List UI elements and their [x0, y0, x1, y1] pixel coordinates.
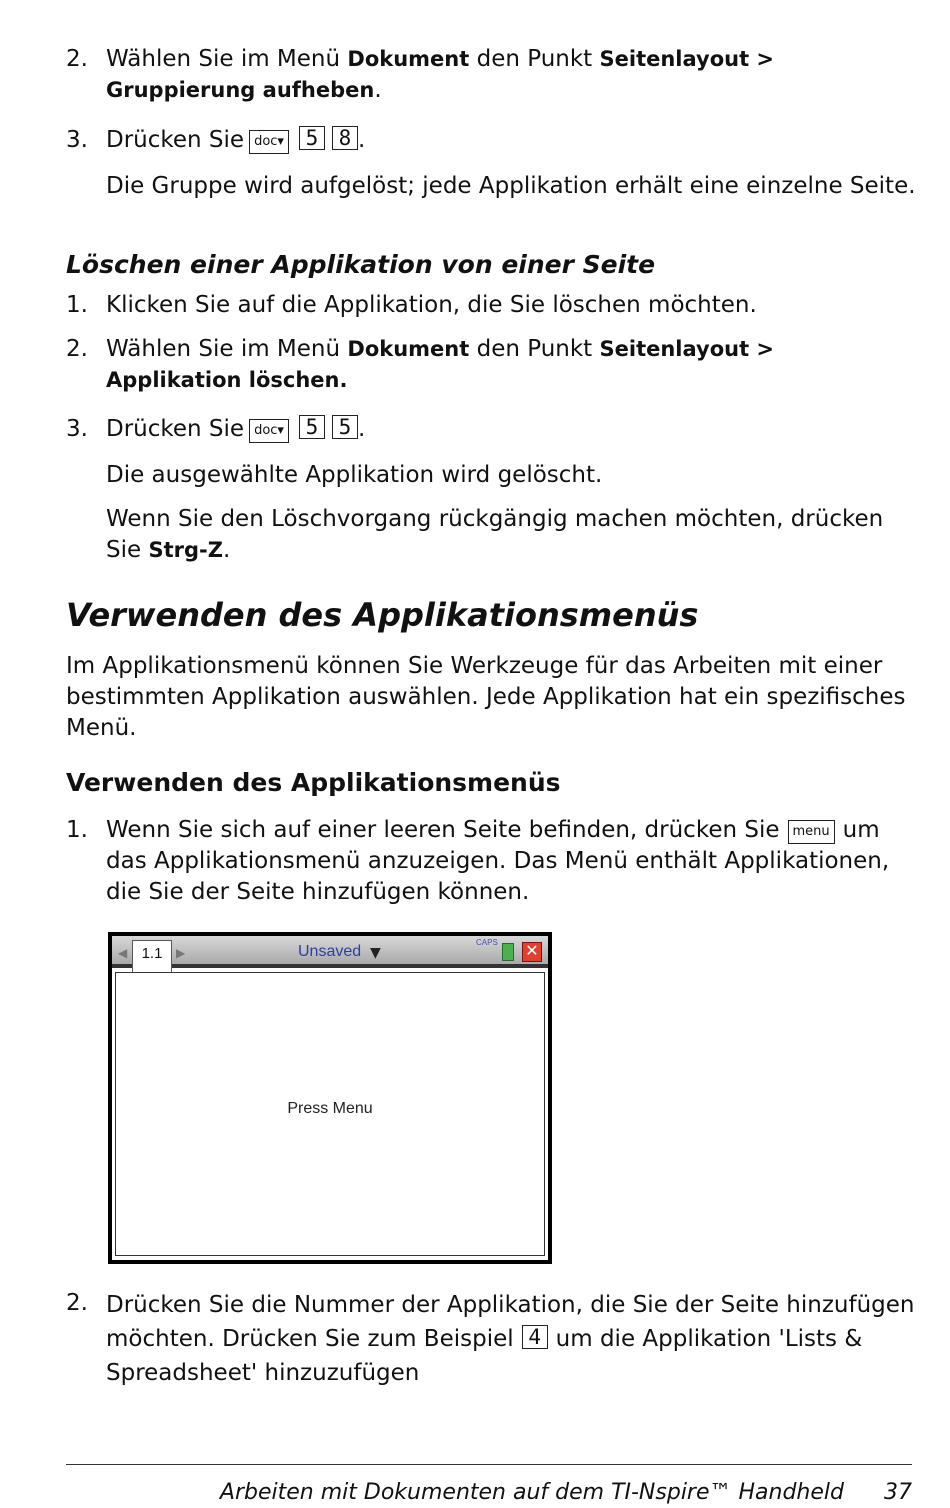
menu-key: menu: [788, 820, 835, 844]
step-text: Klicken Sie auf die Applikation, die Sie löschen möchten.: [106, 292, 757, 318]
step-text-pre: Wählen Sie im Menü: [106, 336, 348, 362]
key-5: 5: [299, 126, 325, 150]
page-footer: [220, 1480, 912, 1505]
footer-title: Arbeiten mit Dokumenten auf dem TI-Nspire™ Handheld: [219, 1480, 844, 1505]
step-number: 2.: [66, 336, 88, 362]
key-4: 4: [522, 1325, 548, 1349]
key-5: 5: [299, 415, 325, 439]
step-text: [106, 44, 916, 106]
tab-left-arrow-icon[interactable]: ◀: [118, 946, 128, 960]
step-text-pre: Wenn Sie sich auf einer leeren Seite befinden, drücken Sie: [106, 817, 780, 843]
menu-name: Dokument: [347, 337, 470, 361]
menu-path: Seitenlayout >: [599, 47, 775, 71]
step-text-pre: Wählen Sie im Menü: [106, 46, 348, 72]
paragraph: Die ausgewählte Applikation wird gelöscht.: [106, 462, 603, 488]
key-5: 5: [332, 415, 358, 439]
key-8: 8: [332, 126, 358, 150]
menu-item: Gruppierung aufheben: [106, 78, 375, 102]
tab-right-arrow-icon[interactable]: ▶: [176, 946, 186, 960]
intro-paragraph: Im Applikationsmenü können Sie Werkzeuge für das Arbeiten mit einer bestimmten Applikation auswählen. Jede Applikation hat ein spezifisches Menü.: [66, 653, 906, 741]
doc-key: doc▾: [249, 419, 289, 443]
step-text-mid: den Punkt: [469, 336, 600, 362]
step-text-post: um die Applikation 'Lists & Spreadsheet' hinzuzufügen: [106, 1326, 863, 1386]
step-text-post: um das Applikationsmenü anzuzeigen. Das Menü enthält Applikationen, die Sie der Seite hinzufügen können.: [106, 817, 890, 905]
step-text-pre: Drücken Sie: [106, 416, 245, 442]
title-bar: [112, 936, 548, 968]
caps-indicator: CAPS: [476, 938, 498, 947]
paragraph: [106, 504, 916, 566]
step-number: 1.: [66, 817, 88, 843]
step-text-post: .: [357, 127, 366, 153]
menu-path: Seitenlayout >: [599, 337, 775, 361]
close-icon[interactable]: ✕: [522, 942, 542, 962]
press-menu-hint: Press Menu: [287, 1100, 373, 1117]
step-number: 2.: [66, 1290, 88, 1316]
section-heading: Löschen einer Applikation von einer Seite: [66, 250, 656, 279]
step-number: 3.: [66, 416, 88, 442]
step-text: [106, 815, 916, 908]
paragraph-text: Wenn Sie den Löschvorgang rückgängig machen möchten, drücken Sie: [106, 506, 884, 563]
step-number: 2.: [66, 46, 88, 72]
paragraph-text: .: [222, 537, 231, 563]
handheld-screenshot: [108, 932, 552, 1264]
document-title[interactable]: Unsaved: [298, 943, 362, 960]
page-number: 37: [884, 1480, 912, 1505]
step-text-pre: Drücken Sie die Nummer der Applikation, die Sie der Seite hinzufügen möchten. Drücken Sie zum Beispiel: [106, 1292, 915, 1352]
screen: [112, 936, 548, 1260]
step-text-pre: Drücken Sie: [106, 127, 245, 153]
step-text: [106, 414, 916, 445]
menu-name: Dokument: [347, 47, 470, 71]
chapter-heading: Verwenden des Applikationsmenüs: [66, 596, 699, 634]
doc-key: doc▾: [249, 130, 289, 154]
step-number: 3.: [66, 127, 88, 153]
step-text: [106, 125, 916, 156]
footer-divider: [66, 1464, 912, 1465]
step-text: [106, 1288, 916, 1390]
page-tab[interactable]: 1.1: [132, 940, 172, 972]
step-number: 1.: [66, 292, 88, 318]
shortcut: Strg-Z: [148, 538, 223, 562]
step-text-mid: den Punkt: [469, 46, 600, 72]
step-text-post: .: [357, 416, 366, 442]
menu-item: Applikation löschen.: [106, 368, 348, 392]
step-text-post: .: [374, 77, 382, 103]
chevron-down-icon[interactable]: ▼: [370, 945, 381, 961]
battery-icon: [502, 943, 514, 961]
step-text: [106, 334, 916, 396]
subheading: Verwenden des Applikationsmenüs: [66, 768, 561, 797]
paragraph: Die Gruppe wird aufgelöst; jede Applikation erhält eine einzelne Seite.: [106, 173, 916, 199]
